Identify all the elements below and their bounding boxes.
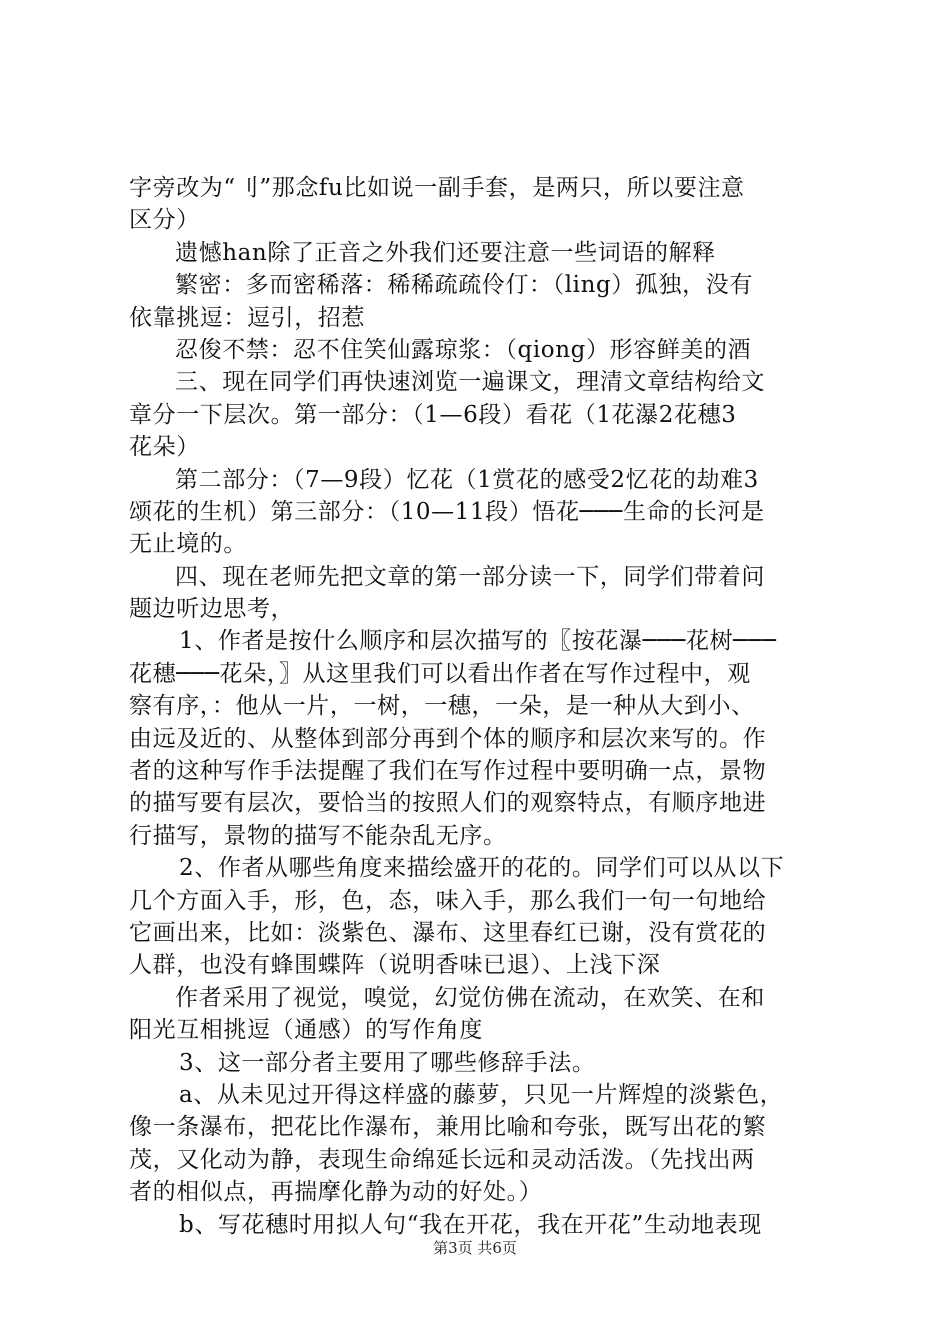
text-line: 2、作者从哪些角度来描绘盛开的花的。同学们可以从以下 xyxy=(179,855,785,882)
document-body xyxy=(129,172,833,1241)
text-line: 花穗───花朵，〗从这里我们可以看出作者在写作过程中，观 xyxy=(129,660,751,687)
text-line: 遗憾han除了正音之外我们还要注意一些词语的解释 xyxy=(175,239,716,266)
text-line: 区分） xyxy=(129,207,200,234)
text-line: 依靠挑逗：逗引，招惹 xyxy=(129,304,365,331)
text-line: 阳光互相挑逗（通感）的写作角度 xyxy=(129,1017,483,1044)
text-line: 行描写，景物的描写不能杂乱无序。 xyxy=(129,822,507,849)
text-line: 无止境的。 xyxy=(129,531,247,558)
text-line: b、写花穗时用拟人句“我在开花，我在开花”生动地表现 xyxy=(179,1211,762,1238)
text-line: 颂花的生机）第三部分：（10—11段）悟花───生命的长河是 xyxy=(129,498,765,525)
text-line: 章分一下层次。第一部分：（1—6段）看花（1花瀑2花穗3 xyxy=(129,401,737,428)
text-line: 者的相似点，再揣摩化静为动的好处。） xyxy=(129,1179,543,1206)
text-line: 由远及近的、从整体到部分再到个体的顺序和层次来写的。作 xyxy=(129,725,767,752)
text-line: 的描写要有层次，要恰当的按照人们的观察特点，有顺序地进 xyxy=(129,790,767,817)
text-line: a、从未见过开得这样盛的藤萝，只见一片辉煌的淡紫色， xyxy=(179,1081,784,1108)
text-line: 繁密：多而密稀落：稀稀疏疏伶仃：（ling）孤独，没有 xyxy=(175,272,753,299)
text-line: 者的这种写作手法提醒了我们在写作过程中要明确一点，景物 xyxy=(129,758,767,785)
text-line: 第二部分：（7—9段）忆花（1赏花的感受2忆花的劫难3 xyxy=(175,466,759,493)
text-line: 花朵） xyxy=(129,434,200,461)
text-line: 1、作者是按什么顺序和层次描写的〖按花瀑───花树─── xyxy=(179,628,777,655)
text-line: 几个方面入手，形，色，态，味入手，那么我们一句一句地给 xyxy=(129,887,767,914)
text-line: 忍俊不禁：忍不住笑仙露琼浆：（qiong）形容鲜美的酒 xyxy=(175,336,752,363)
text-line: 它画出来，比如：淡紫色、瀑布、这里春红已谢，没有赏花的 xyxy=(129,919,767,946)
text-line: 察有序，：他从一片，一树，一穗，一朵，是一种从大到小、 xyxy=(129,693,755,720)
text-line: 题边听边思考， xyxy=(129,596,295,623)
text-line: 像一条瀑布，把花比作瀑布，兼用比喻和夸张，既写出花的繁 xyxy=(129,1114,767,1141)
text-line: 茂，又化动为静，表现生命绵延长远和灵动活泼。（先找出两 xyxy=(129,1146,755,1173)
text-line: 四、现在老师先把文章的第一部分读一下，同学们带着问 xyxy=(175,563,765,590)
text-line: 人群，也没有蜂围蝶阵（说明香味已退）、上浅下深 xyxy=(129,952,661,979)
page-number-footer: 第3页 共6页 xyxy=(433,1239,517,1257)
text-line: 3、这一部分者主要用了哪些修辞手法。 xyxy=(179,1049,596,1076)
text-line: 作者采用了视觉，嗅觉，幻觉仿佛在流动，在欢笑、在和 xyxy=(175,984,765,1011)
text-line: 字旁改为“刂”那念fu比如说一副手套，是两只，所以要注意 xyxy=(129,175,745,201)
text-line: 三、现在同学们再快速浏览一遍课文，理清文章结构给文 xyxy=(175,369,765,396)
